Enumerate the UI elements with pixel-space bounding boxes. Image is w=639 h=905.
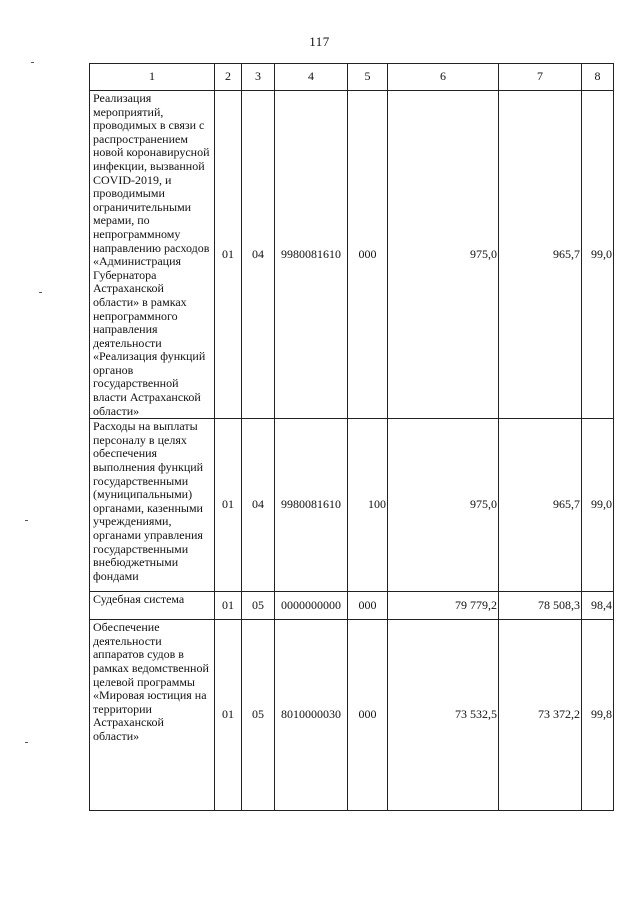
row-expense-type: 000 (348, 91, 388, 419)
row-percent: 98,4 (582, 592, 614, 620)
row-subsection: 04 (242, 91, 275, 419)
table-row (90, 620, 614, 811)
scan-speck (25, 520, 28, 521)
row-subsection: 05 (242, 620, 275, 811)
row-actual-amount: 78 508,3 (499, 592, 582, 620)
row-target-code: 9980081610 (275, 419, 348, 592)
row-actual-amount: 965,7 (499, 419, 582, 592)
scan-speck (25, 742, 28, 743)
scan-speck (31, 62, 34, 63)
row-section: 01 (215, 91, 242, 419)
row-planned-amount: 79 779,2 (388, 592, 499, 620)
row-actual-amount: 73 372,2 (499, 620, 582, 811)
page-number: 117 (309, 34, 330, 49)
row-section: 01 (215, 419, 242, 592)
row-target-code: 0000000000 (275, 592, 348, 620)
row-planned-amount: 975,0 (388, 91, 499, 419)
column-header-4: 4 (275, 64, 348, 91)
column-header-6: 6 (388, 64, 499, 91)
column-header-8: 8 (582, 64, 614, 91)
column-header-3: 3 (242, 64, 275, 91)
row-percent: 99,0 (582, 419, 614, 592)
row-name: Судебная система (90, 592, 215, 620)
row-target-code: 9980081610 (275, 91, 348, 419)
budget-table (89, 63, 614, 811)
column-header-5: 5 (348, 64, 388, 91)
row-section: 01 (215, 592, 242, 620)
row-percent: 99,8 (582, 620, 614, 811)
column-header-7: 7 (499, 64, 582, 91)
row-planned-amount: 73 532,5 (388, 620, 499, 811)
row-name: Реализация мероприятий, проводимых в связи с распространением новой коронавирусной инфекции, вызванной COVID-2019, и проводимыми ограничительными мерами, по непрограммному направлению расходов «Администрация Губернатора Астраханской области» в рамках непрограммного направления деятельности «Реализация функций органов государственной власти Астраханской области» (90, 91, 215, 419)
column-header-2: 2 (215, 64, 242, 91)
row-percent: 99,0 (582, 91, 614, 419)
row-planned-amount: 975,0 (388, 419, 499, 592)
row-subsection: 04 (242, 419, 275, 592)
row-name: Расходы на выплаты персоналу в целях обеспечения выполнения функций государственными (муниципальными) органами, казенными учреждениями, органами управления государственными внебюджетными фондами (90, 419, 215, 592)
row-expense-type: 100 (348, 419, 388, 592)
row-expense-type: 000 (348, 620, 388, 811)
row-name: Обеспечение деятельности аппаратов судов в рамках ведомственной целевой программы «Мировая юстиция на территории Астраханской области» (90, 620, 215, 811)
row-section: 01 (215, 620, 242, 811)
table-header-row (90, 64, 614, 91)
row-target-code: 8010000030 (275, 620, 348, 811)
table-row (90, 91, 614, 419)
row-actual-amount: 965,7 (499, 91, 582, 419)
column-header-1: 1 (90, 64, 215, 91)
row-expense-type: 000 (348, 592, 388, 620)
scan-speck (39, 292, 42, 293)
table-row (90, 592, 614, 620)
table-row (90, 419, 614, 592)
row-subsection: 05 (242, 592, 275, 620)
